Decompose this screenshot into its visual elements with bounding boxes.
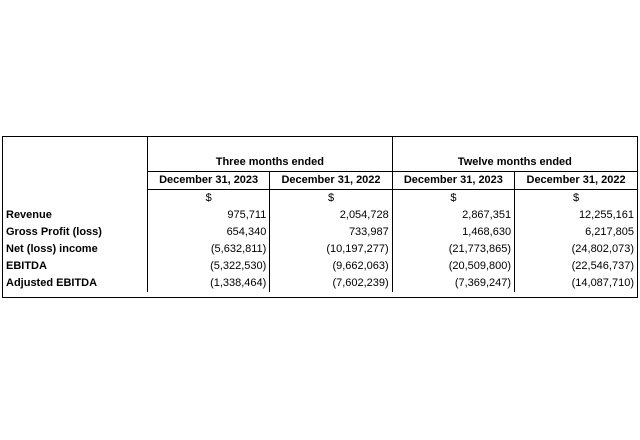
row-label-revenue: Revenue — [3, 207, 147, 224]
table-cell: 2,867,351 — [392, 207, 514, 224]
corner-cell-4 — [3, 190, 147, 208]
group-title-twelve-months: Twelve months ended — [457, 156, 572, 168]
group-header-row — [3, 154, 637, 172]
row-label-net-income: Net (loss) income — [3, 241, 147, 258]
table-cell: 1,468,630 — [392, 224, 514, 241]
row-label-adjusted-ebitda: Adjusted EBITDA — [3, 275, 147, 292]
table-cell: (14,087,710) — [571, 277, 634, 289]
corner-cell — [3, 137, 147, 154]
table-row — [3, 258, 637, 275]
financial-summary-table — [2, 136, 638, 298]
period-header: December 31, 2022 — [270, 172, 392, 190]
corner-cell-2 — [3, 154, 147, 172]
currency-symbol: $ — [572, 192, 580, 204]
table-cell: (7,602,239) — [270, 275, 392, 292]
table-cell: (5,322,530) — [147, 258, 269, 275]
group-spacer-twelve-months — [392, 137, 637, 154]
group-title-three-months: Three months ended — [147, 154, 392, 172]
table-cell: (24,802,073) — [571, 243, 634, 255]
table-row — [3, 207, 637, 224]
header-spacer-row — [3, 137, 637, 154]
currency-symbol: $ — [392, 190, 514, 208]
table-cell: (7,369,247) — [392, 275, 514, 292]
table-cell: (20,509,800) — [392, 258, 514, 275]
currency-row — [3, 190, 637, 208]
table-row — [3, 241, 637, 258]
table-cell: (22,546,737) — [571, 260, 634, 272]
row-label-ebitda: EBITDA — [3, 258, 147, 275]
table-cell: (21,773,865) — [392, 241, 514, 258]
table-row — [3, 275, 637, 292]
table-cell: 2,054,728 — [270, 207, 392, 224]
table-cell: (10,197,277) — [270, 241, 392, 258]
period-header: December 31, 2023 — [147, 172, 269, 190]
table-cell: 654,340 — [147, 224, 269, 241]
financial-table-grid — [3, 137, 637, 292]
table-cell: 12,255,161 — [578, 209, 634, 221]
group-spacer-three-months — [147, 137, 392, 154]
currency-symbol: $ — [147, 190, 269, 208]
table-cell: (9,662,063) — [270, 258, 392, 275]
currency-symbol: $ — [270, 190, 392, 208]
period-header: December 31, 2023 — [392, 172, 514, 190]
table-cell: (5,632,811) — [147, 241, 269, 258]
row-label-gross-profit: Gross Profit (loss) — [3, 224, 147, 241]
table-cell: 975,711 — [147, 207, 269, 224]
period-header-row — [3, 172, 637, 190]
table-cell: 733,987 — [270, 224, 392, 241]
corner-cell-3 — [3, 172, 147, 190]
period-header: December 31, 2022 — [515, 172, 637, 190]
table-row — [3, 224, 637, 241]
table-cell: (1,338,464) — [147, 275, 269, 292]
table-cell: 6,217,805 — [585, 226, 634, 238]
